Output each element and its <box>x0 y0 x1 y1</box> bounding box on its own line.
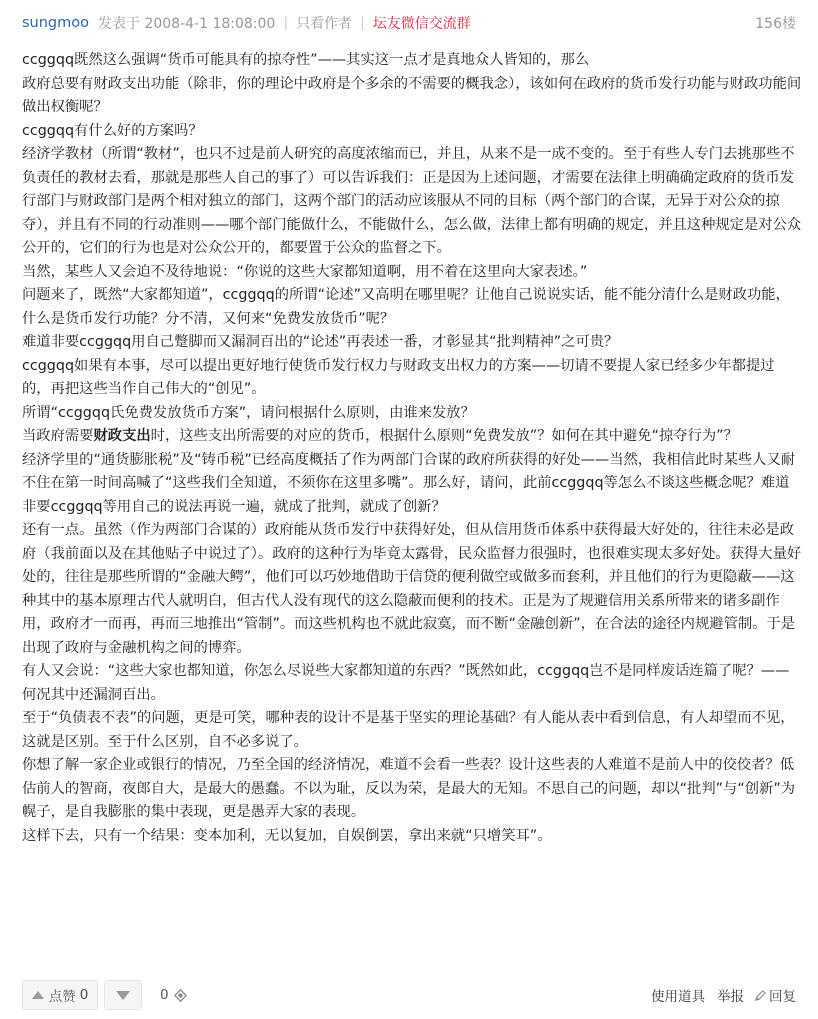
paragraph: 当然，某些人又会迫不及待地说：“你说的这些大家都知道啊，用不着在这里向大家表述。” <box>22 263 588 280</box>
footer-actions <box>639 985 796 1005</box>
paragraph: 难道非要ccggqq用自己蹩脚而又漏洞百出的“论述”再表述一番，才彰显其“批判精神”之可贵？ <box>22 334 619 350</box>
reply-label: 回复 <box>769 989 796 1005</box>
coin-icon[interactable] <box>174 989 187 1002</box>
paragraph: ccggqq有什么好的方案吗？ <box>22 122 203 139</box>
paragraph <box>22 425 802 449</box>
upvote-triangle-icon <box>32 991 44 999</box>
wechat-group-link[interactable]: 坛友微信交流群 <box>372 16 471 32</box>
paragraph: 至于“负债表不表”的问题，更是可笑，哪种表的设计不是基于坚实的理论基础？有人能从表中看到信息，有人却望而不见，这就是区别。至于什么区别，自不必多说了。 <box>22 710 795 750</box>
post-header <box>0 0 818 46</box>
paragraph: 所谓“ccggqq氏免费发放货币方案”，请问根据什么原则，由谁来发放？ <box>22 404 475 421</box>
separator: | <box>360 15 365 31</box>
upvote-button[interactable] <box>22 980 98 1010</box>
paragraph: 经济学里的“通货膨胀税”及“铸币税”已经高度概括了作为两部门合谋的政府所获得的好处——当然，我相信此时某些人又耐不住在第一时间高喊了“这些我们全知道，不须你在这里多嘴”。那么好，请问，此前ccggqq等怎么不谈这些概念呢？难道非要ccggqq等用自己的说法再说一遍，就成了批判，就成了创新？ <box>22 451 796 515</box>
paragraph-text: 当政府需要 <box>22 428 94 444</box>
downvote-triangle-icon <box>116 991 130 1000</box>
post-time: 发表于 2008-4-1 18:08:00 <box>98 16 276 32</box>
upvote-label: 点赞 <box>48 989 76 1005</box>
reply-button[interactable] <box>754 985 796 1005</box>
bold-text: 财政支出 <box>93 428 151 444</box>
pen-icon <box>754 989 767 1002</box>
paragraph: 经济学教材（所谓“教材”，也只不过是前人研究的高度浓缩而已，并且，从来不是一成不变的。至于有些人专门去挑那些不负责任的教材去看，那就是那些人自己的事了）可以告诉我们：正是因为上述问题，才需要在法律上明确确定政府的货币发行部门与财政部门是两个相对独立的部门，这两个部门的活动应该服从不同的目标（两个部门的合谋，无异于对公众的掠夺），并且有不同的行动准则——哪个部门能做什么，不能做什么，怎么做，法律上都有明确的规定，并且这种规定是对公众公开的，它们的行为也是对公众公开的，都要置于公众的监督之下。 <box>22 146 802 256</box>
upvote-count: 0 <box>79 987 89 1003</box>
only-author-link[interactable]: 只看作者 <box>296 16 353 32</box>
use-tool-link[interactable]: 使用道具 <box>651 989 705 1005</box>
post-footer <box>0 975 818 1015</box>
post-body <box>22 49 802 848</box>
author-link[interactable]: sungmoo <box>22 15 90 31</box>
paragraph: 有人又会说：“这些大家也都知道，你怎么尽说些大家都知道的东西？”既然如此，ccggqq岂不是同样废话连篇了呢？——何况其中还漏洞百出。 <box>22 663 790 703</box>
separator: | <box>283 15 289 31</box>
paragraph: 政府总要有财政支出功能（除非，你的理论中政府是个多余的不需要的概我念），该如何在政府的货币发行功能与财政功能间做出权衡呢？ <box>22 75 802 115</box>
paragraph: ccggqq如果有本事，尽可以提出更好地行使货币发行权力与财政支出权力的方案——切请不要提人家已经多少年都提过的，再把这些当作自己伟大的“创见”。 <box>22 357 775 397</box>
paragraph: 还有一点。虽然（作为两部门合谋的）政府能从货币发行中获得好处，但从信用货币体系中获得最大好处的，往往未必是政府（我前面以及在其他贴子中说过了）。政府的这种行为毕竟太露骨，民众监督力很强时，也很难实现太多好处。获得大量好处的，往往是那些所谓的“金融大鳄”，他们可以巧妙地借助于信贷的便利做空或做多而套利，并且他们的行为更隐蔽——这种其中的基本原理古代人就明白，但古代人没有现代的这么隐蔽而便利的技术。正是为了规避信用关系所带来的诸多副作用，政府才一而再，再而三地推出“管制”。而这些机构也不就此寂寞，而不断“金融创新”，在合法的途径内规避管制。于是出现了政府与金融机构之间的博弈。 <box>22 522 802 656</box>
report-link[interactable]: 举报 <box>717 989 744 1005</box>
paragraph: ccggqq既然这么强调“货币可能具有的掠夺性”——其实这一点才是真地众人皆知的，那么 <box>22 52 590 68</box>
downvote-button[interactable] <box>104 980 142 1010</box>
paragraph: 你想了解一家企业或银行的情况，乃至全国的经济情况，难道不会看一些表？设计这些表的人难道不是前人中的佼佼者？低估前人的智商，夜郎自大，是最大的愚蠢。不以为耻，反以为荣，是最大的无知。不思自己的问题，却以“批判”与“创新”为幌子，是自我膨胀的集中表现，更是愚弄大家的表现。 <box>22 757 796 820</box>
paragraph: 这样下去，只有一个结果：变本加利，无以复加，自娱倒罢，拿出来就“只增笑耳”。 <box>22 827 552 844</box>
reward <box>160 987 187 1003</box>
reward-count: 0 <box>160 987 169 1003</box>
floor-number: 156楼 <box>755 16 796 32</box>
paragraph-text: 时，这些支出所需要的对应的货币，根据什么原则“免费发放”？如何在其中避免“掠夺行为”？ <box>150 428 738 444</box>
paragraph: 问题来了，既然“大家都知道”，ccggqq的所谓“论述”又高明在哪里呢？让他自己说说实话，能不能分清什么是财政功能，什么是货币发行功能？分不清，又何来“免费发放货币”呢？ <box>22 287 790 327</box>
